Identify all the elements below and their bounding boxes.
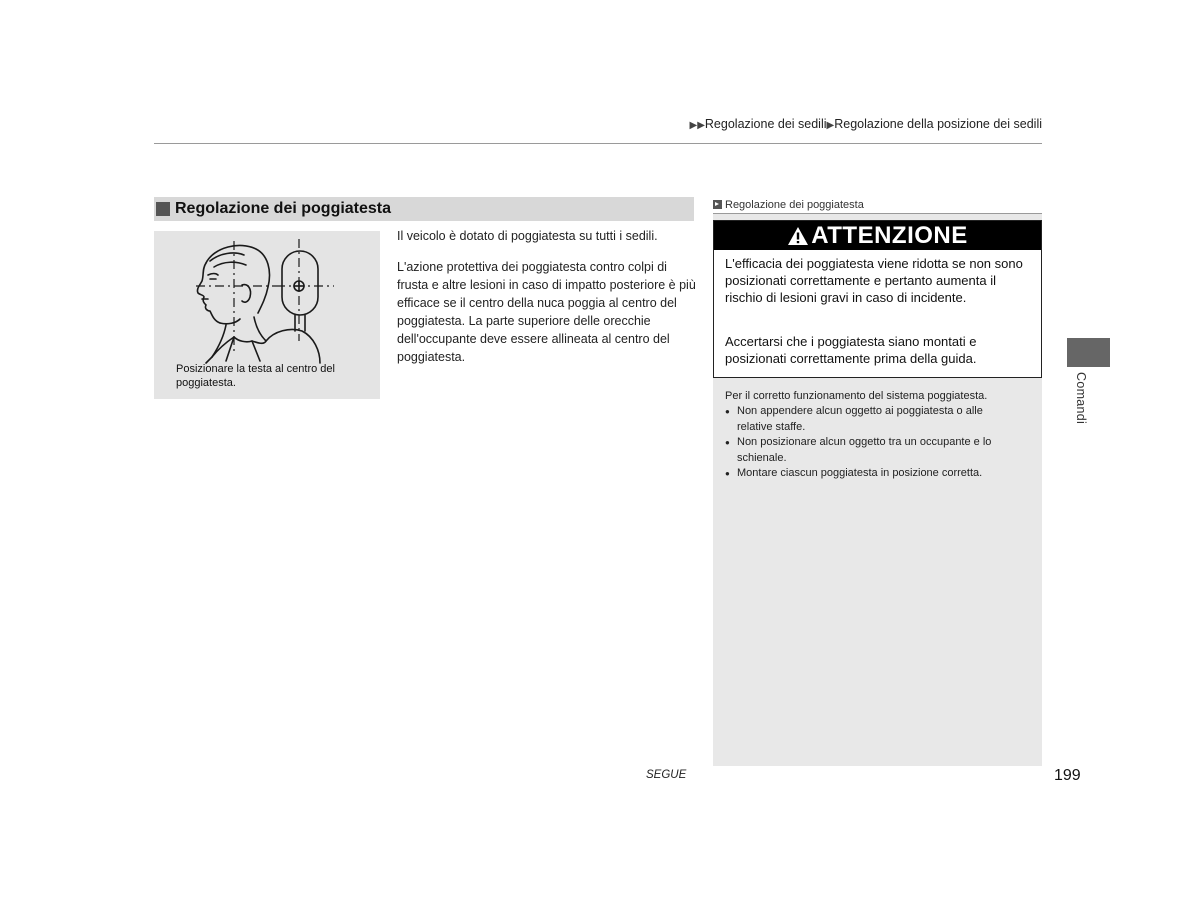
warning-text: Accertarsi che i poggiatesta siano montati e posizionati correttamente prima della guida.: [725, 334, 977, 366]
list-item: ● Non appendere alcun oggetto ai poggiatesta o alle relative staffe.: [725, 404, 1015, 435]
warning-title-bar: [714, 221, 1041, 250]
figure-caption: Posizionare la testa al centro del poggiatesta.: [176, 363, 335, 389]
reference-marker-icon: [713, 200, 722, 209]
list-item: ● Montare ciascun poggiatesta in posizione corretta.: [725, 466, 1015, 482]
list-item: ● Non posizionare alcun oggetto tra un occupante e lo schienale.: [725, 435, 1015, 466]
breadcrumb-item-seat-position[interactable]: Regolazione della posizione dei sedili: [834, 117, 1042, 131]
chapter-tab-marker: [1067, 338, 1110, 367]
continue-label: SEGUE: [646, 769, 687, 781]
sidebar-heading-label[interactable]: Regolazione dei poggiatesta: [725, 198, 864, 211]
note-intro: Per il corretto funzionamento del sistema poggiatesta.: [725, 390, 988, 402]
warning-text: L'efficacia dei poggiatesta viene ridotta se non sono posizionati correttamente e pertanto aumenta il rischio di lesioni gravi in caso di incidente.: [725, 256, 1023, 305]
sidebar-heading: [713, 196, 1042, 214]
warning-triangle-icon: [787, 226, 809, 246]
page-number: 199: [1054, 767, 1081, 784]
note-list: [725, 404, 1015, 482]
body-paragraph: Il veicolo è dotato di poggiatesta su tutti i sedili.: [397, 229, 658, 243]
warning-box: [713, 220, 1042, 378]
headrest-illustration: [154, 231, 380, 399]
breadcrumb: [690, 117, 1042, 131]
section-marker-icon: [156, 202, 170, 216]
section-title: Regolazione dei poggiatesta: [175, 200, 392, 217]
header-divider: [154, 143, 1042, 144]
breadcrumb-item-seats[interactable]: Regolazione dei sedili: [704, 117, 827, 131]
breadcrumb-arrow-icon: ▶: [826, 120, 835, 131]
chapter-tab-label[interactable]: Comandi: [1074, 372, 1088, 425]
section-heading: [154, 197, 694, 221]
body-paragraph: L'azione protettiva dei poggiatesta contro colpi di frusta e altre lesioni in caso di impatto posteriore è più efficace se il centro della nuca poggia al centro del poggiatesta. La parte superiore delle orecchie dell'occupante deve essere allineata al centro del poggiatesta.: [397, 260, 696, 364]
warning-title: ATTENZIONE: [811, 221, 968, 249]
breadcrumb-arrow-icon: ▶▶: [689, 120, 705, 131]
